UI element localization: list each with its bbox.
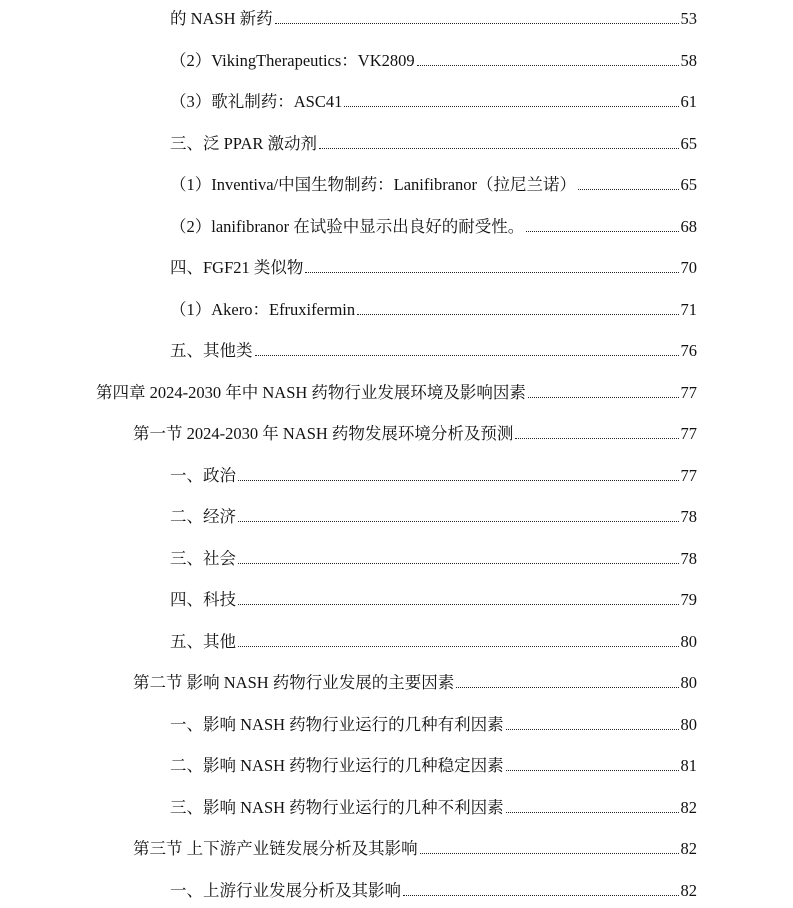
toc-entry-page: 70 (680, 258, 697, 277)
toc-entry[interactable] (170, 168, 697, 196)
toc-entry[interactable] (170, 44, 697, 72)
toc-entry-page: 71 (680, 300, 697, 319)
toc-entry-chapter[interactable] (96, 376, 697, 404)
toc-entry-title: 的 NASH 新药 (170, 9, 273, 28)
toc-leader-dots (528, 397, 679, 398)
toc-entry[interactable] (170, 708, 697, 736)
toc-entry-title: 三、影响 NASH 药物行业运行的几种不利因素 (170, 798, 504, 817)
toc-leader-dots (305, 272, 678, 273)
toc-entry-section[interactable] (133, 417, 697, 445)
toc-entry-title: 第一节 2024-2030 年 NASH 药物发展环境分析及预测 (133, 424, 514, 443)
toc-leader-dots (238, 604, 679, 605)
toc-entry-title: 四、FGF21 类似物 (170, 258, 304, 277)
toc-entry-title: 三、社会 (170, 549, 236, 568)
toc-entry-title: （3）歌礼制药：ASC41 (170, 92, 343, 111)
toc-entry-page: 77 (680, 466, 697, 485)
toc-leader-dots (456, 687, 678, 688)
toc-entry[interactable] (170, 583, 697, 611)
toc-leader-dots (506, 812, 679, 813)
toc-entry-title: 一、影响 NASH 药物行业运行的几种有利因素 (170, 715, 504, 734)
toc-entry-page: 82 (680, 798, 697, 817)
toc-entry-title: 第四章 2024-2030 年中 NASH 药物行业发展环境及影响因素 (96, 383, 526, 402)
toc-entry-page: 68 (680, 217, 697, 236)
toc-entry[interactable] (170, 749, 697, 777)
toc-entry[interactable] (170, 459, 697, 487)
toc-entry-page: 61 (680, 92, 697, 111)
toc-entry-page: 65 (680, 175, 697, 194)
toc-entry[interactable] (170, 334, 697, 362)
toc-entry[interactable] (170, 293, 697, 321)
toc-leader-dots (506, 770, 679, 771)
toc-entry-title: 一、上游行业发展分析及其影响 (170, 881, 401, 900)
toc-leader-dots (417, 65, 679, 66)
toc-entry[interactable] (170, 127, 697, 155)
toc-entry-title: （1）Inventiva/中国生物制药：Lanifibranor（拉尼兰诺） (170, 175, 577, 194)
toc-entry-page: 65 (680, 134, 697, 153)
toc-entry-title: （2）lanifibranor 在试验中显示出良好的耐受性。 (170, 217, 525, 236)
toc-entry-page: 80 (680, 632, 697, 651)
toc-leader-dots (275, 23, 679, 24)
toc-entry-section[interactable] (133, 666, 697, 694)
toc-entry-page: 78 (680, 507, 697, 526)
toc-leader-dots (238, 521, 679, 522)
toc-entry-page: 80 (680, 673, 697, 692)
toc-entry-title: 第二节 影响 NASH 药物行业发展的主要因素 (133, 673, 455, 692)
toc-entry-page: 81 (680, 756, 697, 775)
toc-leader-dots (420, 853, 679, 854)
toc-entry-page: 77 (680, 383, 697, 402)
toc-entry[interactable] (170, 251, 697, 279)
toc-entry-title: 一、政治 (170, 466, 236, 485)
toc-entry-section[interactable] (133, 832, 697, 860)
toc-entry[interactable] (170, 2, 697, 30)
toc-leader-dots (344, 106, 678, 107)
toc-entry-title: 第三节 上下游产业链发展分析及其影响 (133, 839, 418, 858)
toc-entry-page: 53 (680, 9, 697, 28)
toc-entry[interactable] (170, 85, 697, 113)
toc-leader-dots (526, 231, 678, 232)
toc-entry-page: 78 (680, 549, 697, 568)
toc-entry[interactable] (170, 500, 697, 528)
toc-leader-dots (506, 729, 679, 730)
toc-leader-dots (238, 563, 679, 564)
toc-entry-title: 二、经济 (170, 507, 236, 526)
toc-entry-title: 四、科技 (170, 590, 236, 609)
toc-entry-page: 82 (680, 881, 697, 900)
toc-entry-title: （2）VikingTherapeutics：VK2809 (170, 51, 415, 70)
toc-entry-page: 58 (680, 51, 697, 70)
toc-entry[interactable] (170, 210, 697, 238)
toc-entry-title: （1）Akero：Efruxifermin (170, 300, 356, 319)
toc-entry-title: 五、其他 (170, 632, 236, 651)
toc-entry-page: 76 (680, 341, 697, 360)
toc-entry-page: 79 (680, 590, 697, 609)
toc-leader-dots (357, 314, 678, 315)
toc-leader-dots (319, 148, 678, 149)
toc-entry[interactable] (170, 625, 697, 653)
toc-entry-title: 二、影响 NASH 药物行业运行的几种稳定因素 (170, 756, 504, 775)
toc-leader-dots (255, 355, 679, 356)
toc-entry[interactable] (170, 874, 697, 902)
toc-entry-title: 三、泛 PPAR 激动剂 (170, 134, 318, 153)
toc-leader-dots (238, 480, 679, 481)
toc-entry-page: 80 (680, 715, 697, 734)
toc-entry-title: 五、其他类 (170, 341, 253, 360)
toc-entry-page: 77 (680, 424, 697, 443)
toc-leader-dots (403, 895, 679, 896)
toc-leader-dots (578, 189, 678, 190)
toc-leader-dots (515, 438, 678, 439)
toc-entry[interactable] (170, 791, 697, 819)
toc-leader-dots (238, 646, 679, 647)
toc-entry-page: 82 (680, 839, 697, 858)
toc-entry[interactable] (170, 542, 697, 570)
